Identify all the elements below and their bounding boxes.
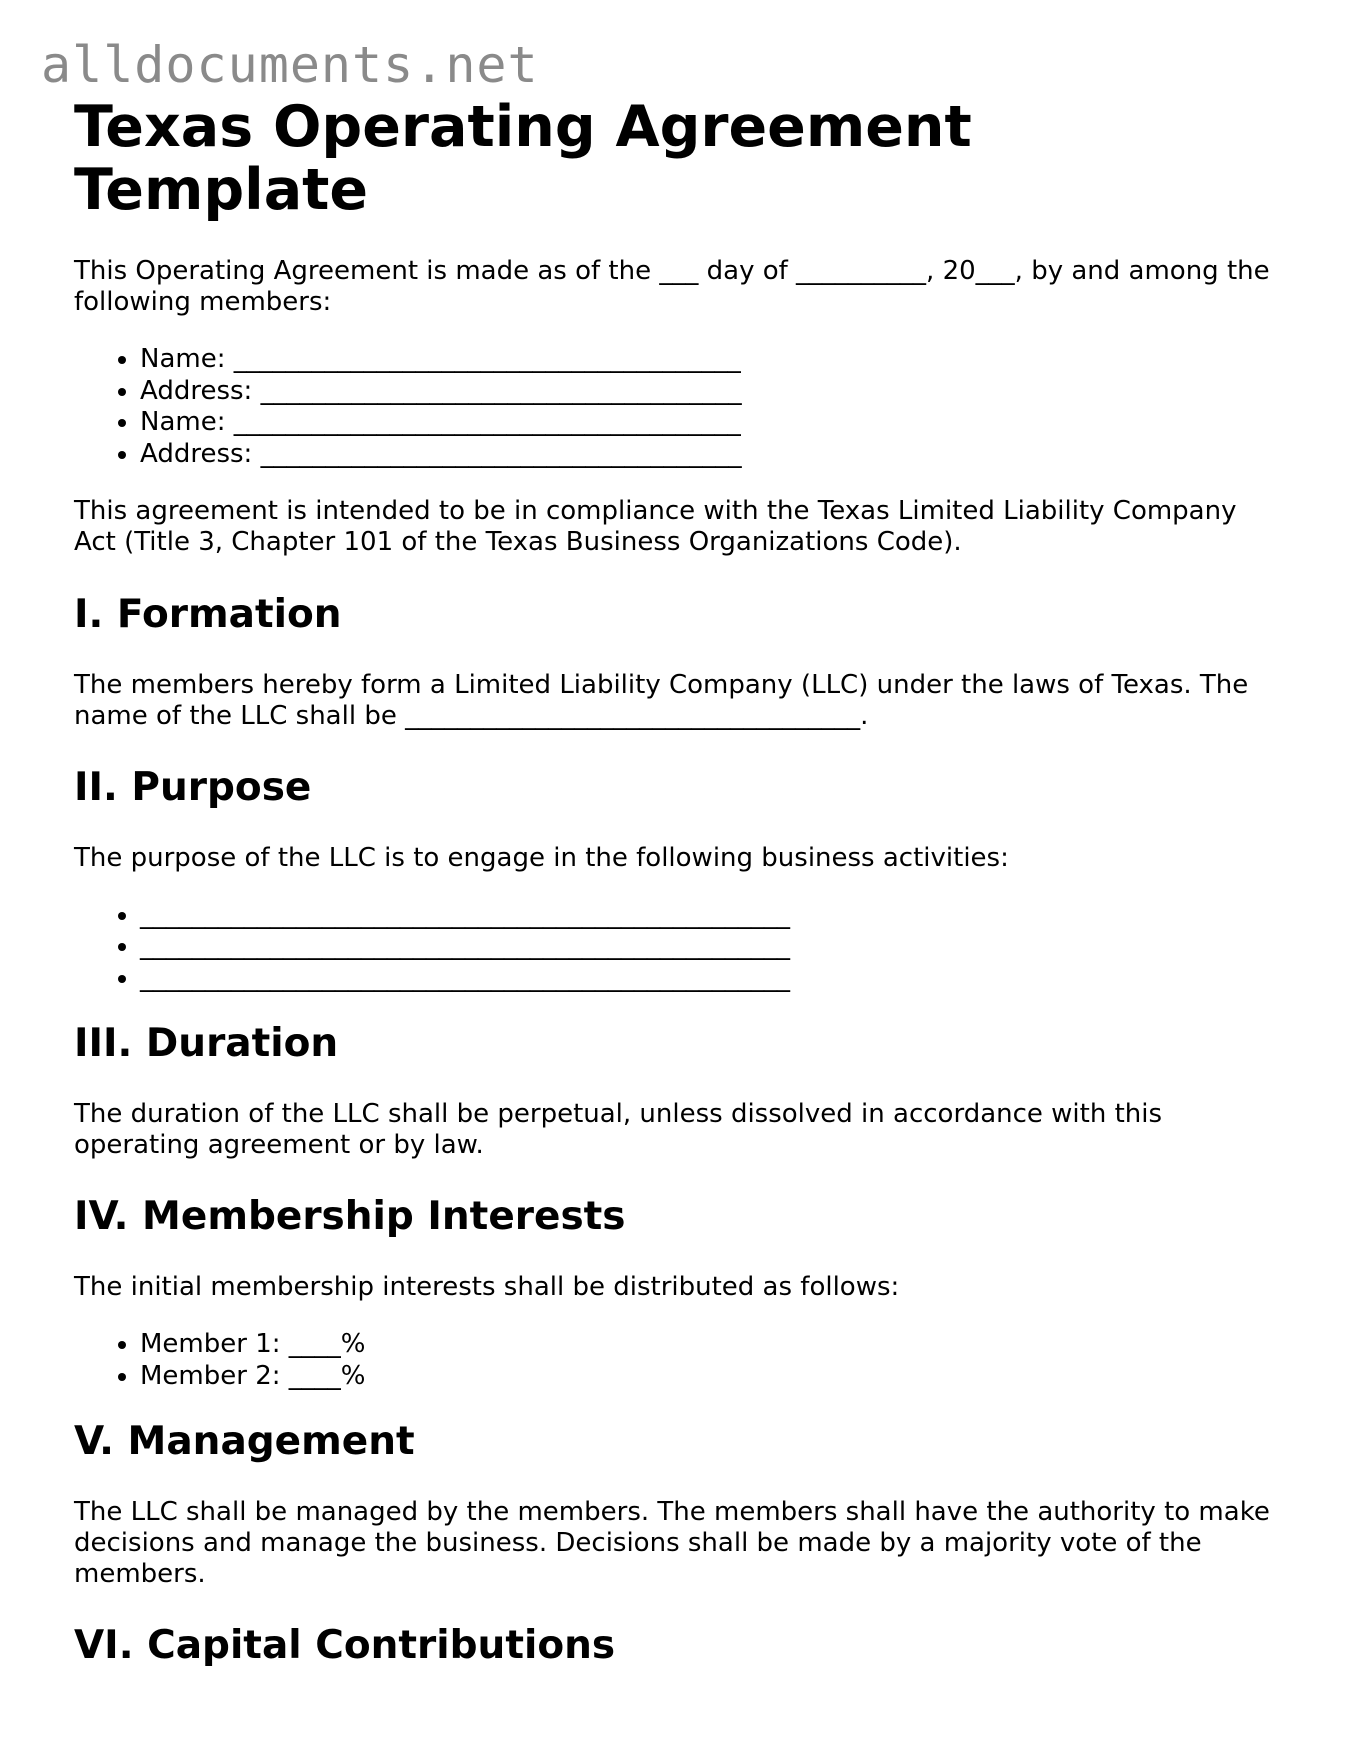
management-paragraph: The LLC shall be managed by the members. The members shall have the authority to make decisions and manage the business. Decisions shall be made by a majority vote of the members. bbox=[74, 1496, 1270, 1589]
purpose-item-3: • __________________________________________________ bbox=[140, 963, 1284, 995]
section-heading-formation: I. Formation bbox=[74, 592, 342, 638]
purpose-item-1: • __________________________________________________ bbox=[140, 900, 1284, 932]
document-title: Texas Operating Agreement Template bbox=[74, 94, 972, 223]
member-name-1: • Name: _______________________________________ bbox=[140, 344, 1284, 376]
member-name-2: • Name: _______________________________________ bbox=[140, 407, 1284, 439]
section-heading-purpose: II. Purpose bbox=[74, 765, 312, 811]
duration-paragraph: The duration of the LLC shall be perpetual, unless dissolved in accordance with this operating agreement or by law. bbox=[74, 1099, 1163, 1161]
section-heading-duration: III. Duration bbox=[74, 1021, 339, 1067]
purpose-item-2: • __________________________________________________ bbox=[140, 931, 1284, 963]
document-page bbox=[74, 96, 1284, 1670]
watermark: alldocuments.net bbox=[41, 36, 539, 94]
membership-item-1: • Member 1: ____% bbox=[140, 1329, 1284, 1361]
member-address-1: • Address: _____________________________________ bbox=[140, 376, 1284, 408]
formation-paragraph: The members hereby form a Limited Liability Company (LLC) under the laws of Texas. The name of the LLC shall be ___________________________________. bbox=[74, 670, 1249, 732]
membership-item-2: • Member 2: ____% bbox=[140, 1361, 1284, 1393]
intro-paragraph: This Operating Agreement is made as of the ___ day of __________, 20___, by and among the following members: bbox=[74, 256, 1270, 318]
membership-list bbox=[74, 1329, 1284, 1392]
purpose-paragraph: The purpose of the LLC is to engage in the following business activities: bbox=[74, 842, 1009, 873]
section-heading-management: V. Management bbox=[74, 1419, 415, 1465]
membership-paragraph: The initial membership interests shall be distributed as follows: bbox=[74, 1272, 900, 1303]
member-address-2: • Address: _____________________________________ bbox=[140, 439, 1284, 471]
members-list bbox=[74, 344, 1284, 470]
section-heading-membership: IV. Membership Interests bbox=[74, 1194, 626, 1240]
compliance-paragraph: This agreement is intended to be in compliance with the Texas Limited Liability Company Act (Title 3, Chapter 101 of the Texas Business Organizations Code). bbox=[74, 496, 1237, 558]
purpose-list bbox=[74, 900, 1284, 995]
section-heading-capital: VI. Capital Contributions bbox=[74, 1622, 616, 1668]
